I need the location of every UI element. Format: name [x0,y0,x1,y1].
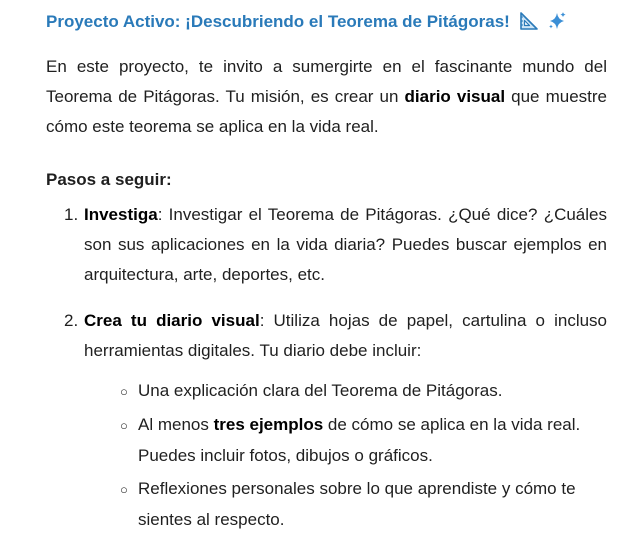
list-item-text: Reflexiones personales sobre lo que aprendiste y cómo te sientes al respecto. [138,479,576,529]
intro-text-start: En este proyecto, te invito a sumergirte en el fascinante mundo del Teorema de Pitágoras. Tu misión, es crear un [46,57,607,106]
list-item [84,410,607,471]
circle-bullet-icon: ○ [120,482,128,497]
list-item [84,376,607,407]
project-title [46,10,607,38]
project-title-text: Proyecto Activo: ¡Descubriendo el Teorema de Pitágoras! [46,12,510,31]
list-item-bold: tres ejemplos [213,415,324,434]
circle-bullet-icon: ○ [120,418,128,433]
triangle-ruler-icon [519,11,539,38]
step-text: : Utiliza hojas de papel, cartulina o incluso herramientas digitales. Tu diario debe incluir: [84,311,607,360]
step-number: 1. [64,205,79,224]
diary-requirements-list [84,376,607,535]
intro-bold-diario-visual: diario visual [404,87,506,106]
list-item [84,474,607,535]
step-bold-label: Crea tu diario visual [84,311,260,330]
sparkles-icon [547,11,567,38]
list-item-text: Al menos [138,415,214,434]
step-text: : Investigar el Teorema de Pitágoras. ¿Qué dice? ¿Cuáles son sus aplicaciones en la vida diaria? Puedes buscar ejemplos en arquitectura, arte, deportes, etc. [84,205,607,284]
list-item-text-end: de cómo se aplica en la vida real. Puedes incluir fotos, dibujos o gráficos. [138,415,581,465]
step-item-investiga [46,200,607,290]
step-bold-label: Investiga [84,205,158,224]
steps-list [46,200,607,535]
steps-heading: Pasos a seguir: [46,170,172,189]
intro-paragraph [46,52,607,142]
list-item-text: Una explicación clara del Teorema de Pitágoras. [138,381,503,400]
step-number: 2. [64,311,79,330]
circle-bullet-icon: ○ [120,384,128,399]
intro-text-end: que muestre cómo este teorema se aplica en la vida real. [46,87,607,136]
step-item-diario-visual [46,306,607,535]
